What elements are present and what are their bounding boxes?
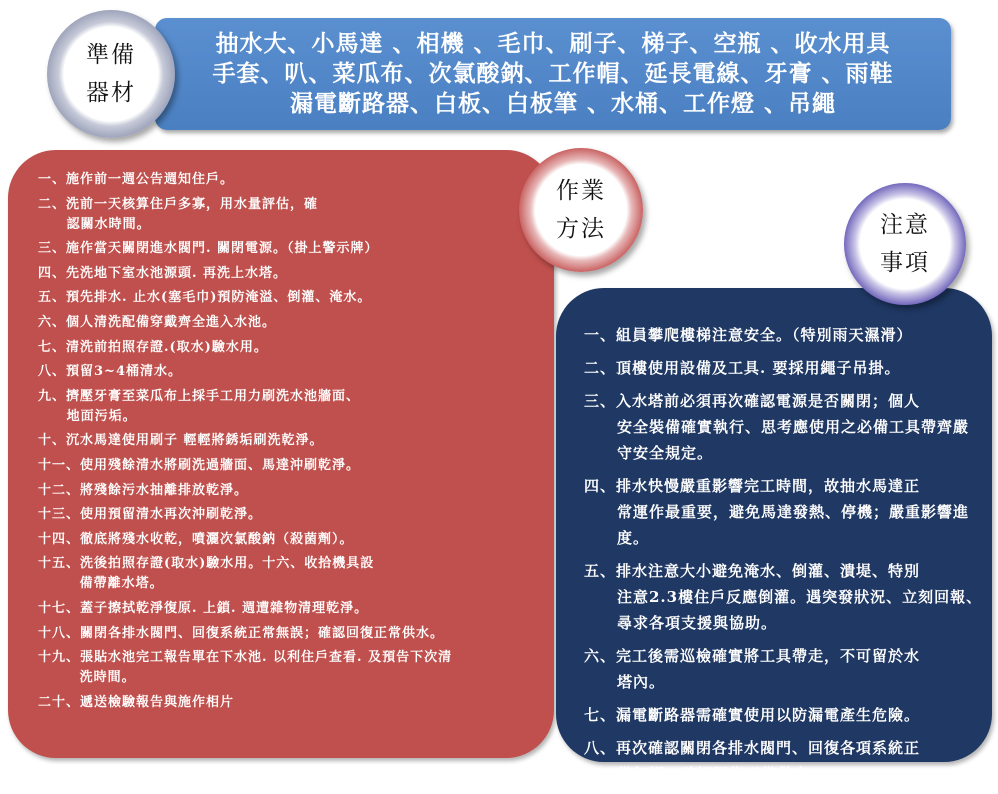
- materials-line-1: 抽水大、小馬達 、相機 、毛巾、刷子、梯子、空瓶 、收水用具: [215, 30, 891, 57]
- method-item: [38, 431, 558, 451]
- method-item: [38, 239, 558, 259]
- materials-badge-line-2: 器材: [86, 80, 136, 106]
- method-badge-line-1: 作業: [556, 178, 606, 204]
- notes-item-text: 三、入水塔前必須再次確認電源是否關閉；個人: [584, 392, 921, 410]
- method-item-text: 十七、蓋子擦拭乾淨復原. 上鎖. 週遭雜物清理乾淨。: [38, 600, 369, 616]
- method-item-text: 七、清洗前拍照存證.(取水)驗水用。: [38, 339, 268, 355]
- method-item-text: 十二、將殘餘污水抽離排放乾淨。: [38, 482, 249, 498]
- method-item-text: 五、預先排水. 止水(塞毛巾)預防淹溢、倒灌、淹水。: [38, 290, 372, 306]
- method-item-text: 八、預留3~4桶清水。: [38, 364, 182, 380]
- method-item-continuation: 認關水時間。: [66, 216, 151, 232]
- notes-item: [584, 355, 984, 381]
- notes-item: [584, 473, 984, 551]
- method-item-text: 十三、使用預留清水再次沖刷乾淨。: [38, 507, 263, 523]
- method-item-text: 十九、張貼水池完工報告單在下水池. 以利住戶查看. 及預告下次清: [38, 650, 453, 666]
- method-item-text: 一、施作前一週公告週知住戶。: [38, 172, 235, 187]
- notes-item-text: 七、漏電斷路器需確實使用以防漏電產生危險。: [584, 706, 921, 724]
- method-item-text: 九、擠壓牙膏至菜瓜布上採手工用力刷洗水池牆面、: [38, 388, 361, 404]
- notes-item-text: 六、完工後需巡檢確實將工具帶走，不可留於水: [584, 647, 921, 665]
- notes-item-text: 四、排水快慢嚴重影響完工時間，故抽水馬達正: [584, 477, 921, 495]
- method-item-continuation: 備帶離水塔。: [79, 576, 164, 592]
- method-item: [38, 170, 558, 190]
- notes-item: [584, 735, 984, 787]
- method-item-text: 三、施作當天關閉進水閥門. 關閉電源。（掛上警示牌）: [38, 241, 379, 257]
- notes-item-continuation: 注意2.3樓住戶反應倒灌。遇突發狀況、立刻回報、尋求各項支援與協助。: [617, 588, 983, 632]
- notes-badge-line-2: 事項: [880, 250, 930, 276]
- method-item: [38, 456, 558, 476]
- materials-line-3: 漏電斷路器、白板、白板筆 、水桶、工作燈 、吊繩: [289, 90, 836, 117]
- method-item-continuation: 地面污垢。: [66, 408, 137, 424]
- method-item-text: 二十、遞送檢驗報告與施作相片: [38, 694, 235, 710]
- method-item: [38, 313, 558, 333]
- materials-badge-label: [67, 30, 155, 118]
- method-item: [38, 195, 558, 235]
- method-item: [38, 530, 558, 550]
- method-item-text: 十四、徹底將殘水收乾，噴灑次氯酸鈉（殺菌劑）。: [38, 531, 354, 547]
- method-item: [38, 387, 558, 427]
- method-item: [38, 624, 558, 644]
- method-item-continuation: 洗時間。: [79, 670, 136, 686]
- notes-item-continuation: 常運作最重要，避免馬達發熱、停機；嚴重影響進度。: [617, 503, 970, 547]
- method-badge-label: [538, 167, 624, 253]
- method-item: [38, 288, 558, 308]
- method-item: [38, 338, 558, 358]
- method-item: [38, 648, 558, 688]
- method-item-text: 六、個人清洗配備穿戴齊全進入水池。: [38, 314, 277, 330]
- notes-item-continuation: 常無誤；確認回復正常供水。: [617, 765, 826, 783]
- notes-item-text: 一、組員攀爬樓梯注意安全。（特別雨天濕滑）: [584, 326, 913, 344]
- notes-item: [584, 643, 984, 695]
- notes-item-text: 五、排水注意大小避免淹水、倒灌、潰堤、特別: [584, 562, 921, 580]
- notes-item-text: 八、再次確認關閉各排水閥門、回復各項系統正: [584, 739, 921, 757]
- method-list: [38, 170, 558, 717]
- method-item-text: 十八、關閉各排水閥門、回復系統正常無誤；確認回復正常供水。: [38, 625, 445, 641]
- method-item: [38, 554, 558, 594]
- materials-badge-line-1: 準備: [86, 42, 136, 68]
- method-badge: [519, 148, 643, 272]
- notes-item: [584, 558, 984, 636]
- notes-badge: [844, 183, 966, 305]
- method-item: [38, 693, 558, 713]
- materials-badge: [47, 10, 175, 138]
- method-item-text: 二、洗前一天核算住戶多寡，用水量評估，確: [38, 196, 319, 212]
- notes-item: [584, 322, 984, 348]
- method-item-text: 四、先洗地下室水池源頭. 再洗上水塔。: [38, 265, 288, 281]
- method-item-text: 十一、使用殘餘清水將刷洗過牆面、馬達沖刷乾淨。: [38, 457, 361, 473]
- notes-item-continuation: 塔內。: [617, 673, 666, 691]
- method-badge-line-2: 方法: [556, 216, 606, 242]
- notes-badge-line-1: 注意: [880, 212, 930, 238]
- method-item: [38, 599, 558, 619]
- notes-item-continuation: 安全裝備確實執行、思考應使用之必備工具帶齊嚴守安全規定。: [617, 418, 970, 462]
- method-item: [38, 362, 558, 382]
- method-item: [38, 264, 558, 284]
- notes-list: [584, 322, 984, 794]
- method-item-text: 十五、洗後拍照存證(取水)驗水用。十六、收拾機具設: [38, 556, 375, 572]
- method-item-text: 十、沉水馬達使用刷子 輕輕將銹垢刷洗乾淨。: [38, 433, 324, 449]
- notes-item: [584, 702, 984, 728]
- notes-badge-label: [863, 202, 947, 286]
- materials-line-2: 手套、叭、菜瓜布、次氯酸鈉、工作帽、延長電線、牙膏 、雨鞋: [212, 60, 894, 87]
- method-item: [38, 481, 558, 501]
- notes-item-text: 二、頂樓使用設備及工具. 要採用繩子吊掛。: [584, 359, 901, 377]
- method-item: [38, 505, 558, 525]
- materials-banner: [155, 18, 951, 130]
- notes-item: [584, 388, 984, 466]
